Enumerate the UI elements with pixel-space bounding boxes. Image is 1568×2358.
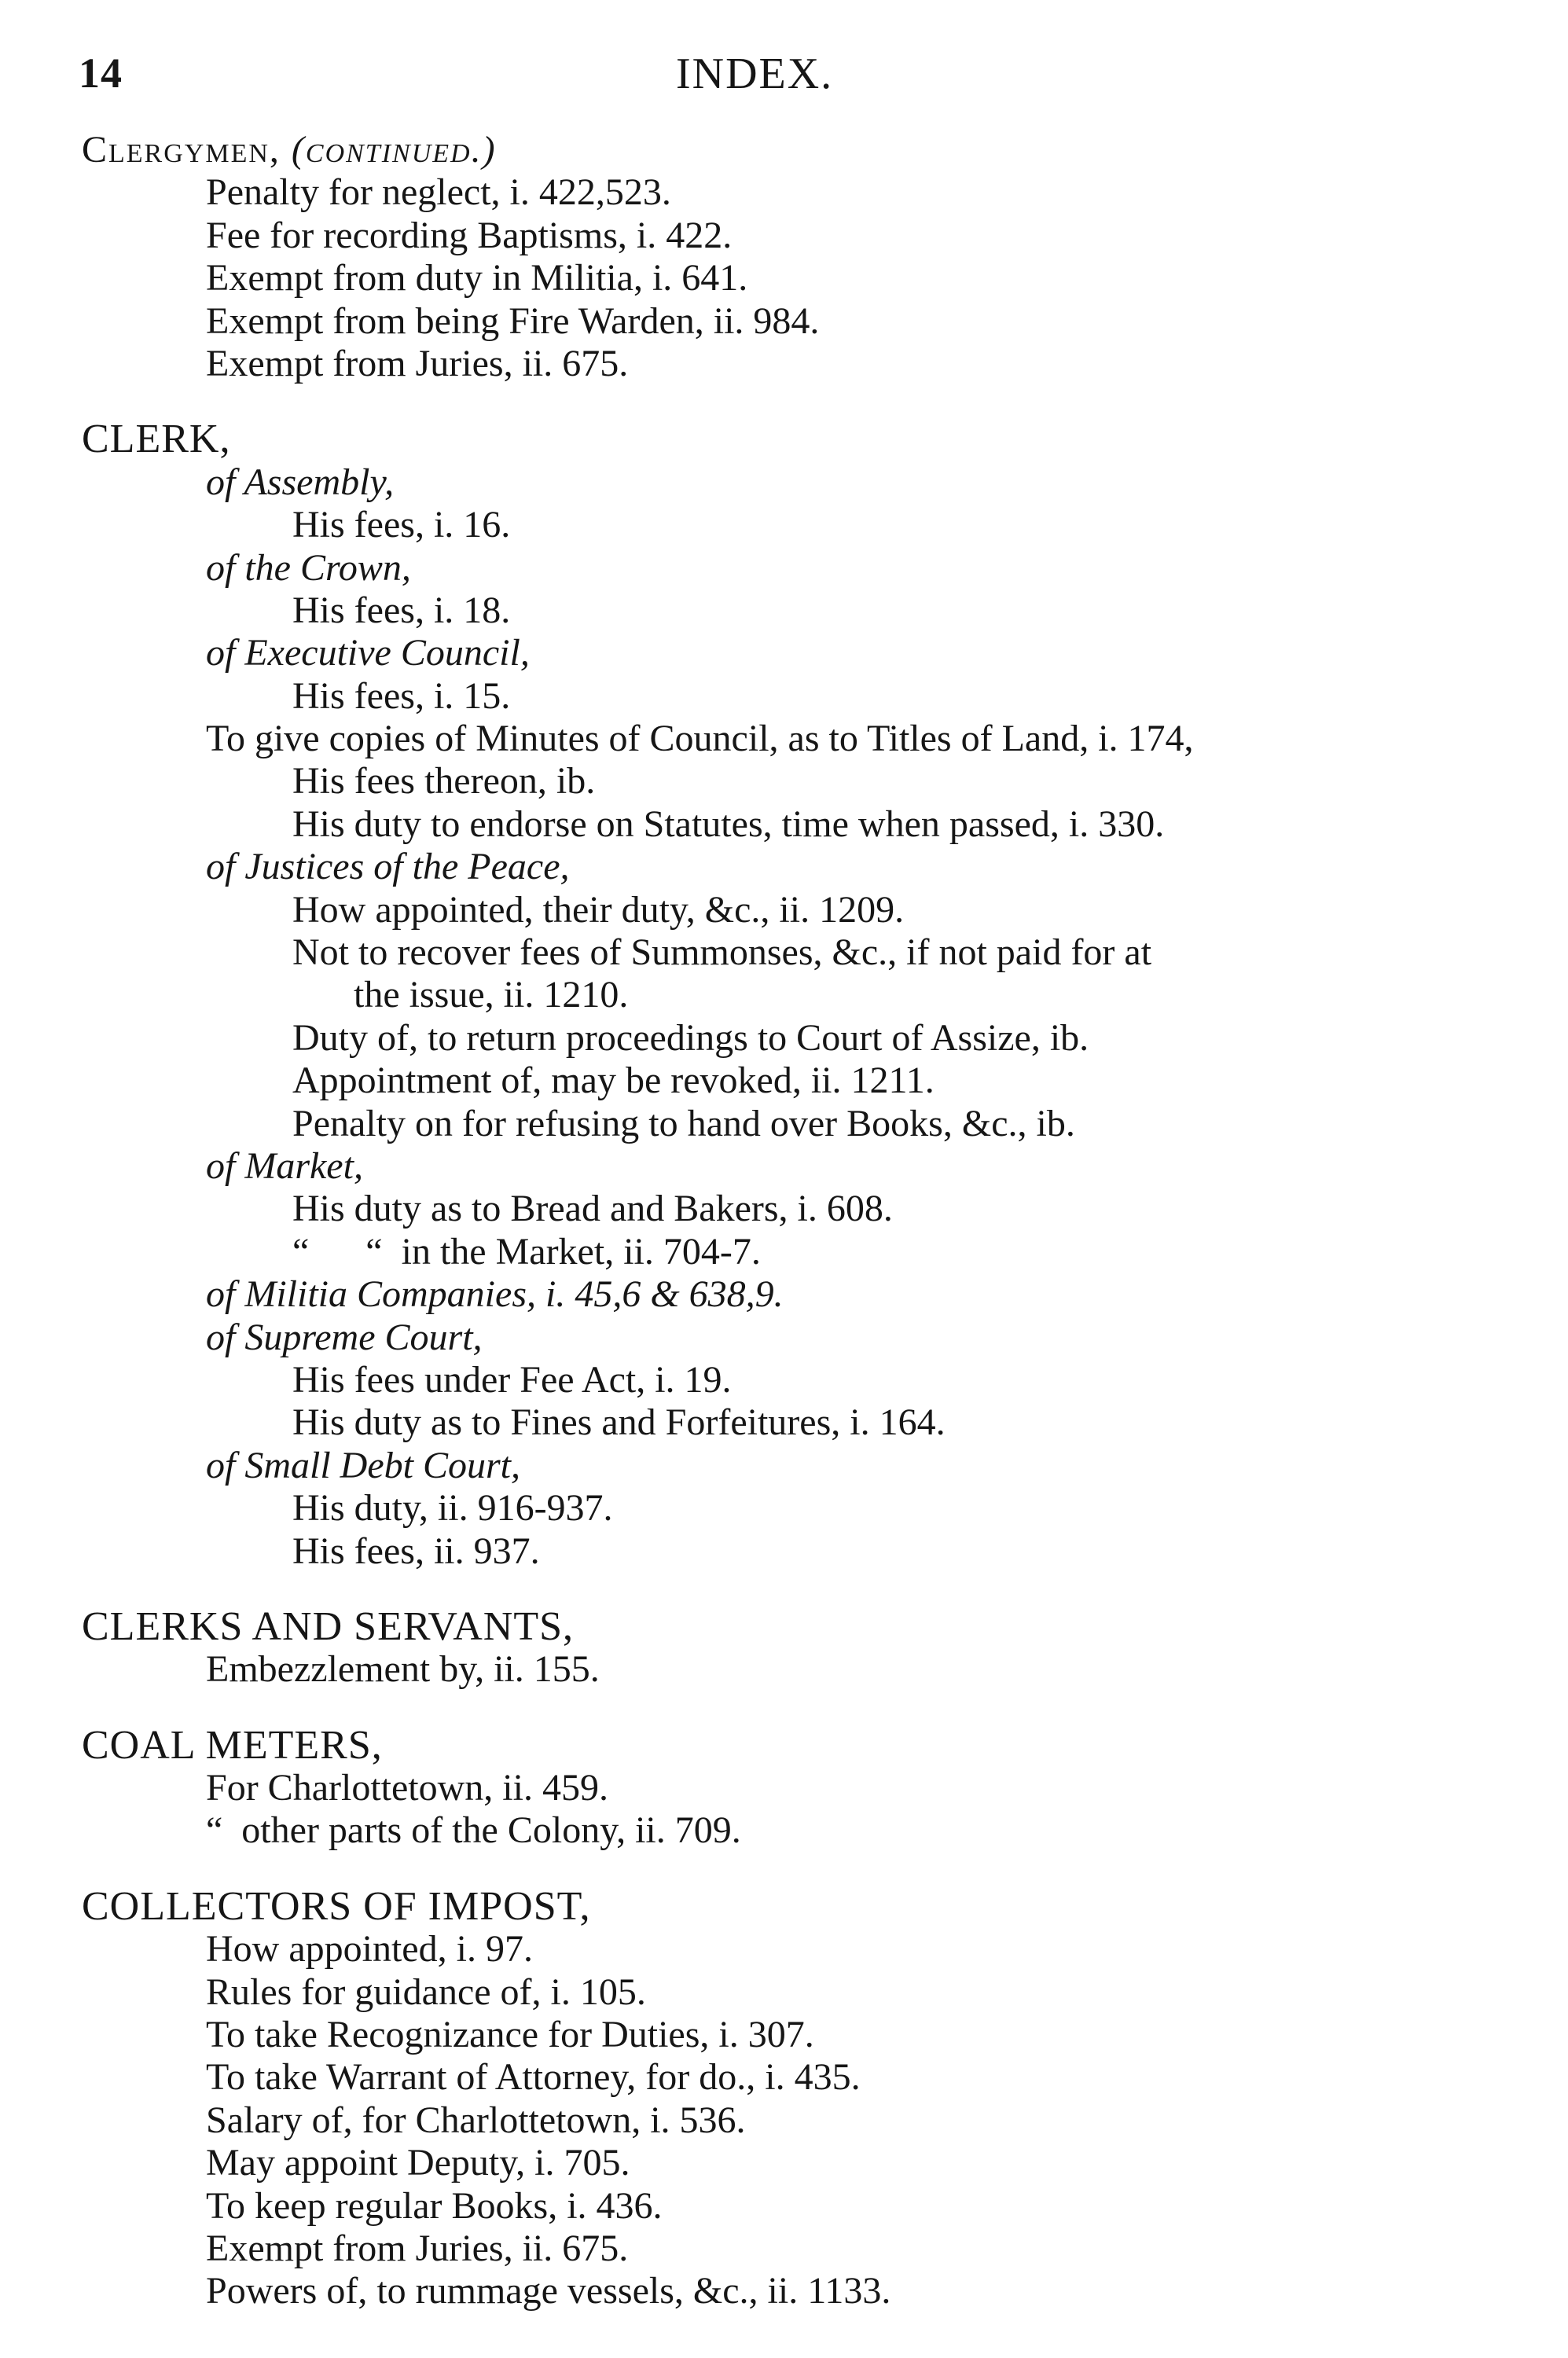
index-line: His duty as to Fines and Forfeitures, i. 164. — [292, 1401, 946, 1444]
index-line: Penalty for neglect, i. 422,523. — [206, 171, 671, 214]
entry-heading-coal-meters: COAL METERS, — [82, 1722, 383, 1768]
index-line: His fees, i. 18. — [292, 589, 511, 631]
subheading-of-militia-companies: of Militia Companies, i. 45,6 & 638,9. — [206, 1273, 784, 1316]
index-line: Duty of, to return proceedings to Court of Assize, ib. — [292, 1016, 1089, 1059]
index-line: Exempt from Juries, ii. 675. — [206, 2227, 629, 2269]
index-line: His fees, i. 15. — [292, 674, 511, 717]
section-gap — [82, 385, 1441, 418]
index-line: His duty as to Bread and Bakers, i. 608. — [292, 1188, 893, 1230]
index-line: His duty, ii. 916-937. — [292, 1487, 613, 1530]
index-line: Appointment of, may be revoked, ii. 1211. — [292, 1060, 935, 1102]
index-line: Penalty on for refusing to hand over Books, &c., ib. — [292, 1102, 1075, 1144]
index-content — [82, 129, 1441, 2313]
index-line: To give copies of Minutes of Council, as to Titles of Land, i. 174, — [206, 718, 1194, 760]
index-line: Salary of, for Charlottetown, i. 536. — [206, 2099, 746, 2141]
heading-text: Clergymen, — [82, 129, 281, 171]
index-line: His fees under Fee Act, i. 19. — [292, 1358, 732, 1401]
entry-heading-clergymen — [82, 129, 1441, 171]
subheading-of-executive-council: of Executive Council, — [206, 632, 530, 674]
running-title: INDEX. — [676, 50, 834, 98]
index-line: His duty to endorse on Statutes, time when passed, i. 330. — [292, 803, 1165, 845]
index-line: To keep regular Books, i. 436. — [206, 2184, 663, 2227]
section-gap — [82, 1691, 1441, 1724]
subheading-of-supreme-court: of Supreme Court, — [206, 1316, 483, 1358]
entry-heading-clerks-and-servants: CLERKS AND SERVANTS, — [82, 1603, 574, 1649]
page-number: 14 — [79, 50, 123, 97]
index-line: How appointed, i. 97. — [206, 1928, 533, 1971]
index-line: His fees thereon, ib. — [292, 760, 596, 803]
index-line: Fee for recording Baptisms, i. 422. — [206, 214, 733, 256]
subheading-of-justices-of-the-peace: of Justices of the Peace, — [206, 846, 570, 888]
subheading-of-the-crown: of the Crown, — [206, 546, 411, 589]
continued-note: (continued.) — [291, 129, 497, 171]
section-gap — [82, 1573, 1441, 1606]
index-line-continuation: the issue, ii. 1210. — [354, 974, 629, 1016]
index-line: Exempt from being Fire Warden, ii. 984. — [206, 299, 820, 342]
index-line: His fees, i. 16. — [292, 504, 511, 546]
index-line: Rules for guidance of, i. 105. — [206, 1971, 646, 2013]
index-line: Powers of, to rummage vessels, &c., ii. 1133. — [206, 2270, 891, 2312]
index-line: To take Warrant of Attorney, for do., i. 435. — [206, 2056, 861, 2099]
index-line: Exempt from Juries, ii. 675. — [206, 342, 629, 384]
section-gap — [82, 1853, 1441, 1886]
index-line-ditto: “ “ in the Market, ii. 704-7. — [292, 1230, 761, 1273]
subheading-of-assembly: of Assembly, — [206, 461, 395, 503]
index-line-ditto: “ other parts of the Colony, ii. 709. — [206, 1809, 741, 1852]
subheading-of-market: of Market, — [206, 1144, 363, 1187]
index-line: His fees, ii. 937. — [292, 1530, 540, 1572]
page-header — [79, 49, 1430, 112]
index-line: How appointed, their duty, &c., ii. 1209. — [292, 888, 905, 931]
index-line: For Charlottetown, ii. 459. — [206, 1767, 608, 1809]
entry-heading-collectors-of-impost: COLLECTORS OF IMPOST, — [82, 1883, 591, 1929]
index-line: Not to recover fees of Summonses, &c., if not paid for at — [292, 931, 1152, 974]
index-line: Exempt from duty in Militia, i. 641. — [206, 257, 748, 299]
index-line: Embezzlement by, ii. 155. — [206, 1648, 600, 1691]
index-line: May appoint Deputy, i. 705. — [206, 2142, 630, 2184]
index-line: To take Recognizance for Duties, i. 307. — [206, 2014, 814, 2056]
entry-heading-clerk: CLERK, — [82, 417, 231, 462]
subheading-of-small-debt-court: of Small Debt Court, — [206, 1444, 521, 1486]
